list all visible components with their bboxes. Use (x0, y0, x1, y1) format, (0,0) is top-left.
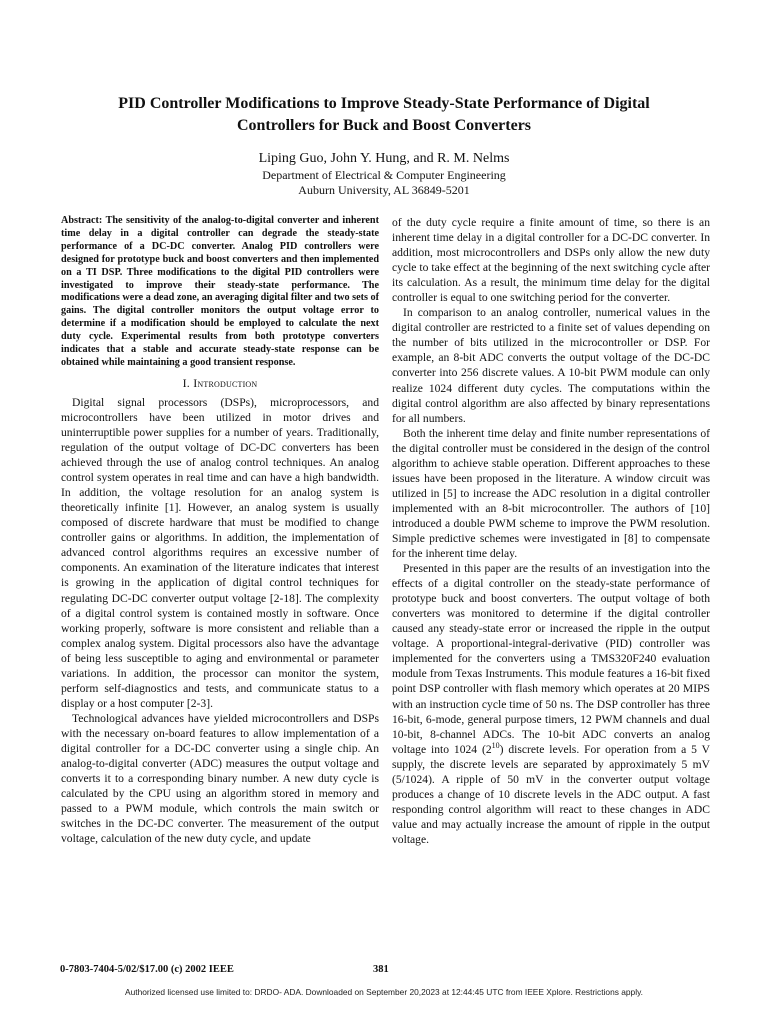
section-heading (61, 376, 379, 391)
exponent: 10 (491, 740, 500, 750)
page-number: 381 (373, 964, 389, 975)
license-notice: Authorized licensed use limited to: DRDO- ADA. Downloaded on September 20,2023 at 12:44:45 UTC from IEEE Xplore. Restrictions apply. (125, 987, 643, 997)
intro-paragraph-2: Technological advances have yielded microcontrollers and DSPs with the necessary on-board features to allow implementation of a digital controller for a DC-DC converter using a single chip. An analog-to-digital converter (ADC) measures the output voltage and converts it to a corresponding binary number. A new duty cycle is calculated by the CPU using an algorithm stored in memory and passed to a PWM module, which controls the main switch or switches in the DC-DC converter. The measurement of the output voltage, calculation of the new duty cycle, and update (61, 711, 379, 846)
title-line-2: Controllers for Buck and Boost Converters (236, 117, 532, 134)
paper-title (60, 93, 708, 137)
abstract: Abstract: The sensitivity of the analog-to-digital converter and inherent time delay in a digital controller can degrade the steady-state performance of a DC-DC converter. Analog PID controllers were designed for prototype buck and boost converters and then implemented on a TI DSP. Three modifications to the digital PID controllers were investigated to improve their steady-state performance. The modifications were a dead zone, an averaging digital filter and two sets of gains. The digital controller monitors the output voltage error to determine if a modification should be employed to calculate the next duty cycle. Experimental results from both prototype converters indicates that a stable and accurate steady-state response can be obtained while maintaining a good transient response. (61, 215, 379, 368)
title-line-1: PID Controller Modifications to Improve Steady-State Performance of Digital (118, 95, 650, 112)
paragraph-5-part-b: ) discrete levels. For operation from a 5 V supply, the discrete levels are separated by approximately 5 mV (5/1024). A ripple of 50 mV in the converter output voltage produces a change of 10 discrete levels in the ADC output. A fast responding control algorithm will react to these changes in ADC value and may actually increase the amount of ripple in the output voltage. (392, 742, 710, 846)
intro-paragraph-3: In comparison to an analog controller, numerical values in the digital controller are restricted to a finite set of values depending on the number of bits utilized in the microcontroller or DSP. For example, an 8-bit ADC converts the output voltage of the DC-DC converter into 256 discrete values. A 10-bit PWM module can only realize 1024 different duty cycles. The computations within the digital control algorithm are also affected by binary representations for all numbers. (392, 306, 710, 425)
affiliation-address: Auburn University, AL 36849-5201 (298, 183, 470, 197)
affiliation-department: Department of Electrical & Computer Engineering (262, 168, 506, 182)
copyright-code: 0-7803-7404-5/02/$17.00 (c) 2002 IEEE (60, 964, 234, 975)
author-list: Liping Guo, John Y. Hung, and R. M. Nelms (258, 151, 510, 166)
intro-paragraph-4: Both the inherent time delay and finite number representations of the digital controller must be considered in the design of the control algorithm to achieve stable operation. Different approaches to these issues have been proposed in the literature. A window circuit was utilized in [5] to increase the ADC resolution in a digital controller implemented with an 8-bit microcontroller. The authors of [10] introduced a double PWM scheme to improve the PWM resolution. Simple predictive schemes were investigated in [8] to compensate for the inherent time delay. (392, 426, 710, 561)
section-number: I. (182, 375, 194, 390)
section-title: Introduction (193, 375, 258, 390)
left-column (61, 215, 379, 846)
affiliation (60, 168, 708, 198)
intro-paragraph-5 (392, 561, 710, 847)
intro-paragraph-1: Digital signal processors (DSPs), microprocessors, and microcontrollers have been utilized in motor drives and uninterruptible power supplies for a number of years. Traditionally, regulation of the output voltage of DC-DC converters has been achieved through the use of analog control techniques. An analog control system operates in real time and can have a high bandwidth. In addition, the voltage resolution for an analog system is theoretically infinite [1]. However, an analog system is usually composed of discrete hardware that must be modified to change controller gains or algorithms. In addition, the implementation of advanced control algorithms requires an excessive number of components. An examination of the literature indicates that interest is growing in the application of digital control techniques for regulating DC-DC converter output voltage [2-18]. The complexity of a digital control system is contained mostly in software. Once working properly, software is more consistent and reliable than a complex analog system. Digital processors also have the advantage of being less susceptible to aging and environmental or parameter variations. In addition, the processor can monitor the system, perform self-diagnostics and tests, and communicate status to a display or a host computer [2-3]. (61, 395, 379, 710)
intro-paragraph-2-continued: of the duty cycle require a finite amount of time, so there is an inherent time delay in a digital controller for a DC-DC converter. In addition, most microcontrollers and DSPs only allow the new duty cycle to take effect at the beginning of the next switching cycle after its calculation. As a result, the minimum time delay for the digital controller is equal to one switching period for the converter. (392, 216, 710, 305)
right-column (392, 215, 710, 847)
paragraph-5-part-a: Presented in this paper are the results of an investigation into the effects of a digital controller on the steady-state performance of prototype buck and boost converters. The output voltage of both converters was monitored to determine if the digital controller caused any steady-state error or increased the ripple in the output voltage. A proportional-integral-derivative (PID) controller was implemented for the converters using a TMS320F240 evaluation module from Texas Instruments. This module features a 16-bit fixed point DSP controller with flash memory which operates at 20 MIPS with an instruction cycle time of 50 ns. The DSP controller has three 16-bit, 6-mode, general purpose timers, 12 PWM channels and dual 10-bit, 8-channel ADCs. The 10-bit ADC converts an analog voltage into 1024 (2 (392, 562, 710, 756)
